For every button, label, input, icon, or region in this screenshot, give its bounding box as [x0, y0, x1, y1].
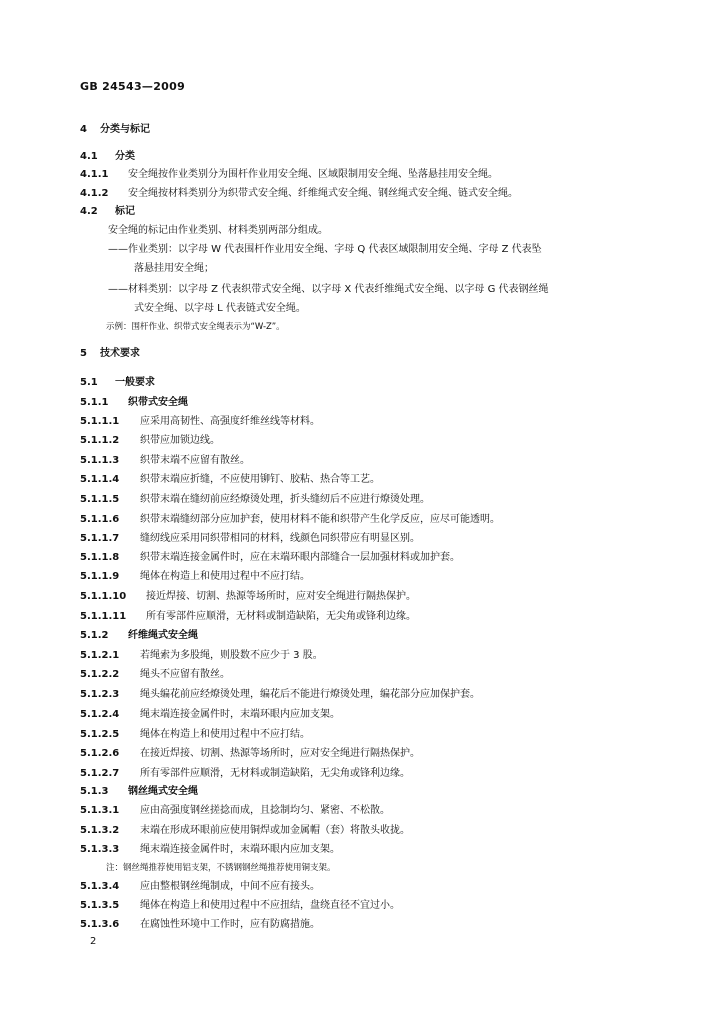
clause-number: 5.1 [80, 377, 98, 388]
clause-number: 5.1.1.8 [80, 552, 120, 563]
clause-item [80, 897, 400, 915]
clause-number: 5.1.3 [80, 786, 109, 797]
clause-item [80, 822, 410, 840]
clause-text: 安全绳按作业类别分为围杆作业用安全绳、区域限制用安全绳、坠落悬挂用安全绳。 [128, 169, 498, 180]
clause-text: 接近焊接、切割、热源等场所时，应对安全绳进行隔热保护。 [146, 591, 416, 602]
clause-title: 一般要求 [115, 377, 155, 388]
clause-item [80, 530, 420, 548]
dash-item-work-category: ——作业类别：以字母 W 代表围杆作业用安全绳、字母 Q 代表区域限制用安全绳、字母 Z 代表坠 [108, 244, 542, 255]
clause-4-2 [80, 203, 135, 221]
clause-item [80, 878, 320, 896]
marking-intro: 安全绳的标记由作业类别、材料类别两部分组成。 [108, 225, 328, 236]
section-title: 分类与标记 [100, 124, 150, 135]
clause-number: 4.1 [80, 151, 98, 162]
clause-number: 4.1.1 [80, 169, 109, 180]
clause-title: 标记 [115, 206, 135, 217]
clause-text: 织带末端连接金属件时，应在末端环眼内部缝合一层加强材料或加护套。 [140, 552, 460, 563]
example-note: 示例：围杆作业、织带式安全绳表示为“W-Z”。 [106, 322, 285, 332]
clause-text: 绳体在构造上和使用过程中不应打结。 [140, 729, 310, 740]
clause-5-1-1 [80, 394, 188, 412]
clause-number: 5.1.1.9 [80, 571, 120, 582]
clause-number: 5.1.3.4 [80, 881, 120, 892]
clause-text: 所有零部件应顺滑，无材料或制造缺陷，无尖角或锋利边缘。 [140, 768, 410, 779]
clause-item [80, 432, 220, 450]
clause-number: 5.1.3.2 [80, 825, 120, 836]
dash-item-material-category-cont: 式安全绳、以字母 L 代表链式安全绳。 [134, 303, 306, 314]
clause-text: 织带末端缝纫部分应加护套，使用材料不能和织带产生化学反应，应尽可能透明。 [140, 514, 500, 525]
clause-number: 5.1.1.6 [80, 514, 120, 525]
clause-text: 应采用高韧性、高强度纤维丝线等材料。 [140, 416, 320, 427]
clause-item [80, 471, 380, 489]
clause-title: 分类 [115, 151, 135, 162]
clause-text: 绳末端连接金属件时，末端环眼内应加支架。 [140, 709, 340, 720]
clause-number: 5.1.2.3 [80, 689, 120, 700]
clause-number: 5.1.1.5 [80, 494, 120, 505]
clause-number: 5.1.2.2 [80, 669, 120, 680]
clause-text: 绳头编花前应经燎烫处理，编花后不能进行燎烫处理，编花部分应加保护套。 [140, 689, 480, 700]
dash-item-material-category: ——材料类别：以字母 Z 代表织带式安全绳、以字母 X 代表纤维绳式安全绳、以字母 G 代表钢丝绳 [108, 284, 549, 295]
clause-text: 绳头不应留有散丝。 [140, 669, 230, 680]
clause-number: 5.1.1.1 [80, 416, 120, 427]
clause-number: 5.1.2 [80, 630, 109, 641]
clause-number: 5.1.2.1 [80, 650, 120, 661]
clause-number: 5.1.3.1 [80, 805, 120, 816]
clause-number: 5.1.2.4 [80, 709, 120, 720]
clause-item [80, 549, 460, 567]
clause-text: 绳体在构造上和使用过程中不应打结。 [140, 571, 310, 582]
clause-item [80, 647, 323, 665]
clause-4-1 [80, 148, 135, 166]
clause-item [80, 745, 420, 763]
clause-item [80, 491, 430, 509]
clause-number: 5.1.3.3 [80, 844, 120, 855]
clause-number: 5.1.1 [80, 397, 109, 408]
section-5-heading [80, 345, 140, 363]
clause-number: 5.1.2.6 [80, 748, 120, 759]
clause-item [80, 511, 500, 529]
clause-item [80, 706, 340, 724]
section-title: 技术要求 [100, 348, 140, 359]
section-number: 5 [80, 348, 87, 359]
clause-4-1-1 [80, 166, 498, 184]
clause-text: 在接近焊接、切割、热源等场所时，应对安全绳进行隔热保护。 [140, 748, 420, 759]
section-4-heading [80, 121, 150, 139]
clause-number: 5.1.1.10 [80, 591, 127, 602]
standard-number: GB 24543—2009 [80, 80, 186, 93]
clause-text: 安全绳按材料类别分为织带式安全绳、纤维绳式安全绳、钢丝绳式安全绳、链式安全绳。 [128, 188, 518, 199]
clause-text: 末端在形成环眼前应使用铜焊或加金属帽（套）将散头收拢。 [140, 825, 410, 836]
section-number: 4 [80, 124, 87, 135]
clause-title: 钢丝绳式安全绳 [128, 786, 198, 797]
clause-text: 织带末端应折缝，不应使用铆钉、胶粘、热合等工艺。 [140, 474, 380, 485]
clause-text: 在腐蚀性环境中工作时，应有防腐措施。 [140, 919, 320, 930]
clause-item [80, 608, 416, 626]
clause-text: 应由高强度钢丝搓捻而成，且捻制均匀、紧密、不松散。 [140, 805, 390, 816]
clause-item [80, 841, 340, 859]
clause-text: 织带末端在缝纫前应经燎烫处理，折头缝纫后不应进行燎烫处理。 [140, 494, 430, 505]
dash-item-work-category-cont: 落悬挂用安全绳； [134, 263, 214, 274]
clause-text: 应由整根钢丝绳制成，中间不应有接头。 [140, 881, 320, 892]
clause-number: 4.2 [80, 206, 98, 217]
clause-text: 若绳索为多股绳，则股数不应少于 3 股。 [140, 650, 323, 661]
clause-item [80, 452, 250, 470]
clause-number: 5.1.1.3 [80, 455, 120, 466]
clause-5-1-2 [80, 627, 198, 645]
clause-title: 织带式安全绳 [128, 397, 188, 408]
clause-text: 所有零部件应顺滑，无材料或制造缺陷，无尖角或锋利边缘。 [146, 611, 416, 622]
clause-title: 纤维绳式安全绳 [128, 630, 198, 641]
page-number: 2 [90, 936, 97, 947]
clause-number: 5.1.1.2 [80, 435, 120, 446]
clause-number: 5.1.1.4 [80, 474, 120, 485]
clause-item [80, 726, 310, 744]
clause-text: 缝纫线应采用同织带相同的材料，线颜色同织带应有明显区别。 [140, 533, 420, 544]
clause-text: 织带末端不应留有散丝。 [140, 455, 250, 466]
clause-number: 5.1.3.6 [80, 919, 120, 930]
clause-item [80, 765, 410, 783]
clause-item [80, 413, 320, 431]
clause-item [80, 802, 390, 820]
clause-text: 绳末端连接金属件时，末端环眼内应加支架。 [140, 844, 340, 855]
clause-item [80, 568, 310, 586]
note-text: 注：钢丝绳推荐使用铝支架，不锈钢钢丝绳推荐使用铜支架。 [106, 863, 336, 873]
clause-text: 织带应加锁边线。 [140, 435, 220, 446]
clause-number: 5.1.2.7 [80, 768, 120, 779]
clause-number: 4.1.2 [80, 188, 109, 199]
clause-item [80, 686, 480, 704]
clause-5-1 [80, 374, 155, 392]
clause-number: 5.1.3.5 [80, 900, 120, 911]
clause-number: 5.1.1.7 [80, 533, 120, 544]
clause-text: 绳体在构造上和使用过程中不应扭结，盘绕直径不宜过小。 [140, 900, 400, 911]
clause-5-1-3 [80, 783, 198, 801]
clause-number: 5.1.1.11 [80, 611, 127, 622]
clause-item [80, 588, 416, 606]
clause-item [80, 666, 230, 684]
clause-4-1-2 [80, 185, 518, 203]
clause-number: 5.1.2.5 [80, 729, 120, 740]
clause-item [80, 916, 320, 934]
